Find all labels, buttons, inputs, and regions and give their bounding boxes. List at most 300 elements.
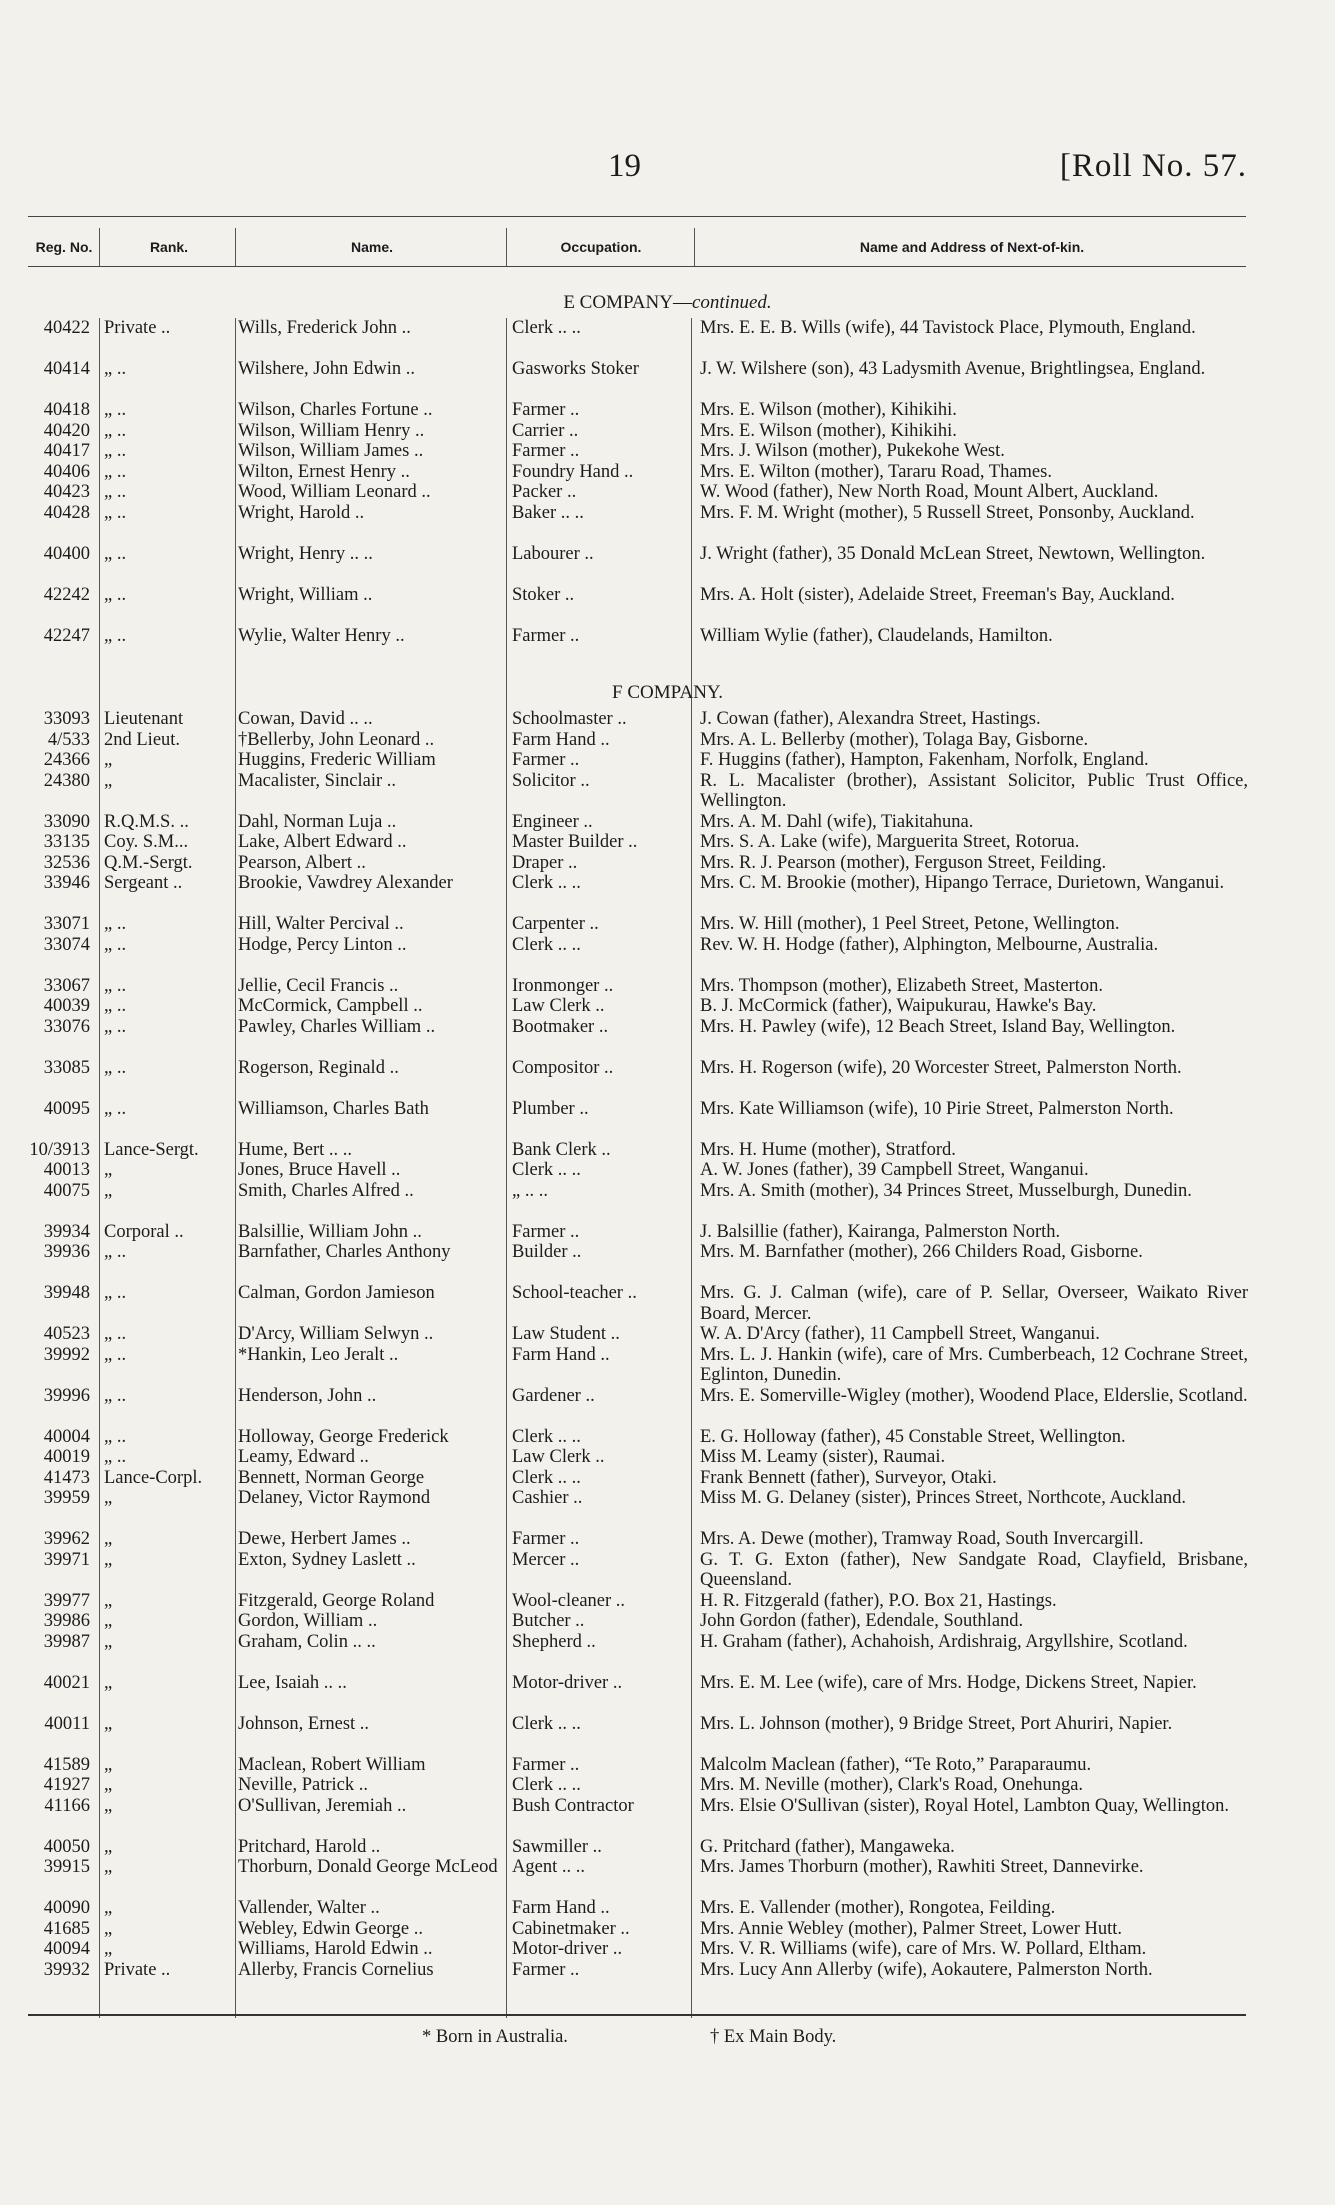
reg-number: 39959 — [43, 1488, 90, 1508]
rank: „ .. — [104, 359, 127, 379]
reg-number: 41473 — [43, 1467, 90, 1488]
next-of-kin: John Gordon (father), Edendale, Southland. — [700, 1611, 1024, 1631]
next-of-kin: Mrs. Thompson (mother), Elizabeth Street, Masterton. — [700, 975, 1103, 996]
next-of-kin: Mrs. Annie Webley (mother), Palmer Street, Lower Hutt. — [700, 1918, 1123, 1939]
rank: „ .. — [104, 996, 127, 1016]
col-header-reg: Reg. No. — [35, 239, 93, 255]
rank: „ .. — [104, 461, 127, 482]
occupation: Draper .. — [512, 852, 578, 873]
occupation: Clerk .. .. — [512, 1426, 581, 1447]
occupation: Clerk .. .. — [512, 1467, 581, 1488]
occupation: Builder .. — [512, 1242, 582, 1262]
soldier-name: Macalister, Sinclair .. — [238, 770, 396, 791]
rank: „ .. — [104, 543, 127, 564]
rank: „ .. — [104, 934, 127, 955]
rank: „ .. — [104, 1283, 127, 1303]
next-of-kin: B. J. McCormick (father), Waipukurau, Hawke's Bay. — [700, 996, 1097, 1016]
occupation: Carrier .. — [512, 420, 579, 441]
next-of-kin: R. L. Macalister (brother), Assistant Solicitor, Public Trust Office, Wellington. — [700, 770, 1248, 811]
reg-number: 41166 — [44, 1795, 90, 1816]
soldier-name: Webley, Edwin George .. — [238, 1918, 423, 1939]
next-of-kin: Mrs. H. Pawley (wife), 12 Beach Street, Island Bay, Wellington. — [700, 1016, 1176, 1037]
occupation: Clerk .. .. — [512, 1713, 581, 1734]
reg-number: 42242 — [43, 584, 90, 605]
soldier-name: Maclean, Robert William — [238, 1754, 426, 1775]
rank: „ .. — [104, 1016, 127, 1037]
col-header-rank: Rank. — [149, 239, 189, 255]
rank: „ — [104, 1795, 113, 1816]
rank: „ — [104, 1754, 113, 1775]
occupation: Bank Clerk .. — [512, 1139, 611, 1160]
rank: R.Q.M.S. .. — [104, 811, 189, 832]
reg-number: 40019 — [43, 1447, 90, 1467]
soldier-name: Pritchard, Harold .. — [238, 1836, 381, 1857]
reg-number: 40420 — [43, 420, 90, 441]
next-of-kin: Mrs. E. Somerville-Wigley (mother), Woodend Place, Elderslie, Scotland. — [700, 1385, 1248, 1406]
reg-number: 40075 — [43, 1180, 90, 1201]
rank: Corporal .. — [104, 1221, 184, 1242]
rank: Private .. — [104, 1959, 171, 1980]
soldier-name: Pawley, Charles William .. — [238, 1016, 436, 1037]
occupation: Law Clerk .. — [512, 1447, 605, 1467]
header-bottom-rule — [28, 266, 1246, 267]
next-of-kin: Mrs. A. Holt (sister), Adelaide Street, Freeman's Bay, Auckland. — [700, 584, 1175, 605]
occupation: Farmer .. — [512, 1529, 580, 1549]
soldier-name: Huggins, Frederic William — [238, 750, 436, 770]
next-of-kin: J. W. Wilshere (son), 43 Ladysmith Avenue, Brightlingsea, England. — [700, 359, 1206, 379]
reg-number: 40414 — [43, 359, 90, 379]
occupation: Ironmonger .. — [512, 975, 614, 996]
soldier-name: Wylie, Walter Henry .. — [238, 625, 405, 646]
soldier-name: Brookie, Vawdrey Alexander — [238, 873, 453, 893]
rank: „ — [104, 1180, 113, 1201]
col-header-name: Name. — [350, 239, 394, 255]
next-of-kin: Mrs. E. Vallender (mother), Rongotea, Feilding. — [700, 1898, 1056, 1918]
soldier-name: Wilshere, John Edwin .. — [238, 359, 416, 379]
rank: „ — [104, 1857, 113, 1877]
next-of-kin: Mrs. G. J. Calman (wife), care of P. Sellar, Overseer, Waikato River Board, Mercer. — [700, 1283, 1248, 1324]
rank: Private .. — [104, 318, 171, 338]
col-divider — [694, 228, 695, 266]
reg-number: 40417 — [43, 441, 90, 461]
next-of-kin: Mrs. A. Dewe (mother), Tramway Road, South Invercargill. — [700, 1529, 1144, 1549]
soldier-name: Wilson, Charles Fortune .. — [238, 400, 433, 420]
occupation: Farm Hand .. — [512, 1898, 610, 1918]
reg-number: 39962 — [43, 1529, 90, 1549]
soldier-name: Williams, Harold Edwin .. — [238, 1939, 433, 1959]
soldier-name: Johnson, Ernest .. — [238, 1713, 370, 1734]
soldier-name: Balsillie, William John .. — [238, 1221, 422, 1242]
soldier-name: Rogerson, Reginald .. — [238, 1057, 399, 1078]
soldier-name: Exton, Sydney Laslett .. — [238, 1549, 416, 1570]
soldier-name: Wilton, Ernest Henry .. — [238, 461, 410, 482]
next-of-kin: Mrs. H. Hume (mother), Stratford. — [700, 1139, 956, 1160]
occupation: Labourer .. — [512, 543, 594, 564]
occupation: Clerk .. .. — [512, 1160, 581, 1180]
soldier-name: D'Arcy, William Selwyn .. — [238, 1324, 434, 1344]
rank: „ .. — [104, 482, 127, 502]
occupation: Baker .. .. — [512, 502, 584, 523]
soldier-name: Barnfather, Charles Anthony — [238, 1242, 451, 1262]
soldier-name: Wright, William .. — [238, 584, 373, 605]
occupation: Packer .. — [512, 482, 577, 502]
soldier-name: Wilson, William Henry .. — [238, 420, 425, 441]
rank: „ .. — [104, 914, 127, 934]
rank: „ — [104, 1549, 113, 1570]
soldier-name: Lee, Isaiah .. .. — [238, 1672, 347, 1693]
rank: „ .. — [104, 975, 127, 996]
col-divider — [99, 228, 100, 266]
next-of-kin: Rev. W. H. Hodge (father), Alphington, Melbourne, Australia. — [700, 934, 1159, 955]
soldier-name: Dewe, Herbert James .. — [238, 1529, 411, 1549]
rank: „ .. — [104, 1447, 127, 1467]
soldier-name: Jellie, Cecil Francis .. — [238, 975, 399, 996]
next-of-kin: F. Huggins (father), Hampton, Fakenham, Norfolk, England. — [700, 750, 1149, 770]
occupation: Solicitor .. — [512, 770, 590, 791]
next-of-kin: Mrs. James Thorburn (mother), Rawhiti Street, Dannevirke. — [700, 1857, 1144, 1877]
footnote-ex-main-body: † Ex Main Body. — [710, 2027, 837, 2047]
soldier-name: Neville, Patrick .. — [238, 1775, 368, 1795]
soldier-name: Fitzgerald, George Roland — [238, 1590, 435, 1611]
next-of-kin: Malcolm Maclean (father), “Te Roto,” Paraparaumu. — [700, 1754, 1092, 1775]
rank: „ .. — [104, 584, 127, 605]
occupation: Shepherd .. — [512, 1631, 596, 1652]
rank: „ — [104, 1898, 113, 1918]
rank: „ — [104, 1611, 113, 1631]
section-title — [0, 292, 1335, 314]
rank: „ .. — [104, 1324, 127, 1344]
next-of-kin: Mrs. Lucy Ann Allerby (wife), Aokautere, Palmerston North. — [700, 1959, 1153, 1980]
soldier-name: Calman, Gordon Jamieson — [238, 1283, 435, 1303]
occupation: Farmer .. — [512, 400, 580, 420]
reg-number: 10/3913 — [29, 1139, 90, 1160]
next-of-kin: G. Pritchard (father), Mangaweka. — [700, 1836, 955, 1857]
occupation: Motor-driver .. — [512, 1672, 623, 1693]
rank: „ — [104, 1836, 113, 1857]
reg-number: 40423 — [43, 482, 90, 502]
next-of-kin: Mrs. L. Johnson (mother), 9 Bridge Street, Port Ahuriri, Napier. — [700, 1713, 1173, 1734]
soldier-name: Smith, Charles Alfred .. — [238, 1180, 414, 1201]
rank: 2nd Lieut. — [104, 729, 181, 750]
rank: Lance-Sergt. — [104, 1139, 199, 1160]
section-title-suffix: continued. — [691, 292, 772, 313]
occupation: Farmer .. — [512, 1221, 580, 1242]
soldier-name: Williamson, Charles Bath — [238, 1098, 429, 1119]
reg-number: 40428 — [43, 502, 90, 523]
col-divider — [235, 318, 236, 2018]
occupation: Farmer .. — [512, 750, 580, 770]
rank: „ .. — [104, 1385, 127, 1406]
rank: „ — [104, 1713, 113, 1734]
rank: „ .. — [104, 441, 127, 461]
occupation: Gasworks Stoker — [512, 359, 639, 379]
next-of-kin: A. W. Jones (father), 39 Campbell Street, Wanganui. — [700, 1160, 1089, 1180]
soldier-name: Hodge, Percy Linton .. — [238, 934, 407, 955]
soldier-name: Leamy, Edward .. — [238, 1447, 369, 1467]
soldier-name: Wood, William Leonard .. — [238, 482, 431, 502]
occupation: Bush Contractor — [512, 1795, 634, 1816]
occupation: Farmer .. — [512, 1959, 580, 1980]
rank: „ — [104, 1939, 113, 1959]
reg-number: 40422 — [43, 318, 90, 338]
occupation: Mercer .. — [512, 1549, 580, 1570]
soldier-name: †Bellerby, John Leonard .. — [238, 729, 435, 750]
rank: „ — [104, 1775, 113, 1795]
occupation: Clerk .. .. — [512, 934, 581, 955]
next-of-kin: Mrs. M. Neville (mother), Clark's Road, Onehunga. — [700, 1775, 1084, 1795]
rank: „ — [104, 1918, 113, 1939]
occupation: Cabinetmaker .. — [512, 1918, 630, 1939]
soldier-name: Wills, Frederick John .. — [238, 318, 411, 338]
soldier-name: Cowan, David .. .. — [238, 709, 373, 729]
next-of-kin: Mrs. S. A. Lake (wife), Marguerita Street, Rotorua. — [700, 832, 1080, 852]
rank: „ — [104, 1488, 113, 1508]
next-of-kin: Mrs. J. Wilson (mother), Pukekohe West. — [700, 441, 1005, 461]
soldier-name: Lake, Albert Edward .. — [238, 832, 407, 852]
rank: Lieutenant — [104, 709, 184, 729]
col-divider — [691, 318, 692, 2018]
next-of-kin: J. Cowan (father), Alexandra Street, Hastings. — [700, 709, 1041, 729]
col-divider — [99, 318, 100, 2018]
soldier-name: Pearson, Albert .. — [238, 852, 366, 873]
occupation: Bootmaker .. — [512, 1016, 609, 1037]
reg-number: 40021 — [43, 1672, 90, 1693]
occupation: Schoolmaster .. — [512, 709, 627, 729]
rank: Coy. S.M... — [104, 832, 189, 852]
occupation: Wool-cleaner .. — [512, 1590, 626, 1611]
reg-number: 39992 — [43, 1344, 90, 1365]
next-of-kin: Mrs. E. M. Lee (wife), care of Mrs. Hodge, Dickens Street, Napier. — [700, 1672, 1197, 1693]
rank: „ .. — [104, 625, 127, 646]
occupation: Law Student .. — [512, 1324, 620, 1344]
footnote-born-australia: * Born in Australia. — [422, 2027, 568, 2047]
reg-number: 4/533 — [47, 729, 90, 750]
occupation: „ .. .. — [512, 1180, 548, 1201]
reg-number: 39915 — [43, 1857, 90, 1877]
soldier-name: Henderson, John .. — [238, 1385, 377, 1406]
col-header-nok: Name and Address of Next-of-kin. — [859, 239, 1085, 255]
reg-number: 40094 — [43, 1939, 90, 1959]
occupation: Law Clerk .. — [512, 996, 605, 1016]
reg-number: 33076 — [43, 1016, 90, 1037]
next-of-kin: Miss M. G. Delaney (sister), Princes Street, Northcote, Auckland. — [700, 1488, 1187, 1508]
reg-number: 41589 — [43, 1754, 90, 1775]
soldier-name: Bennett, Norman George — [238, 1467, 425, 1488]
next-of-kin: Mrs. A. Smith (mother), 34 Princes Street, Musselburgh, Dunedin. — [700, 1180, 1192, 1201]
occupation: Foundry Hand .. — [512, 461, 634, 482]
reg-number: 39987 — [43, 1631, 90, 1652]
reg-number: 24380 — [43, 770, 90, 791]
next-of-kin: Mrs. V. R. Williams (wife), care of Mrs. W. Pollard, Eltham. — [700, 1939, 1147, 1959]
reg-number: 41927 — [43, 1775, 90, 1795]
soldier-name: Jones, Bruce Havell .. — [238, 1160, 401, 1180]
occupation: Sawmiller .. — [512, 1836, 602, 1857]
next-of-kin: J. Wright (father), 35 Donald McLean Street, Newtown, Wellington. — [700, 543, 1206, 564]
soldier-name: Thorburn, Donald George McLeod — [238, 1857, 498, 1877]
occupation: Motor-driver .. — [512, 1939, 623, 1959]
reg-number: 40523 — [43, 1324, 90, 1344]
col-header-occupation: Occupation. — [560, 239, 642, 255]
occupation: Farmer .. — [512, 625, 580, 646]
reg-number: 33071 — [43, 914, 90, 934]
reg-number: 33093 — [43, 709, 90, 729]
occupation: Plumber .. — [512, 1098, 589, 1119]
next-of-kin: W. A. D'Arcy (father), 11 Campbell Street, Wanganui. — [700, 1324, 1100, 1344]
page-number: 19 — [608, 148, 641, 184]
next-of-kin: Mrs. H. Rogerson (wife), 20 Worcester Street, Palmerston North. — [700, 1057, 1182, 1078]
section-title — [0, 682, 1335, 704]
occupation: Stoker .. — [512, 584, 575, 605]
reg-number: 33946 — [43, 873, 90, 893]
next-of-kin: Miss M. Leamy (sister), Raumai. — [700, 1447, 946, 1467]
occupation: Engineer .. — [512, 811, 593, 832]
rank: Lance-Corpl. — [104, 1467, 203, 1488]
occupation: School-teacher .. — [512, 1283, 637, 1303]
occupation: Compositor .. — [512, 1057, 614, 1078]
reg-number: 33074 — [43, 934, 90, 955]
reg-number: 42247 — [43, 625, 90, 646]
occupation: Clerk .. .. — [512, 318, 581, 338]
next-of-kin: Frank Bennett (father), Surveyor, Otaki. — [700, 1467, 997, 1488]
next-of-kin: Mrs. R. J. Pearson (mother), Ferguson Street, Feilding. — [700, 852, 1107, 873]
reg-number: 40039 — [43, 996, 90, 1016]
rank: „ — [104, 750, 113, 770]
occupation: Clerk .. .. — [512, 873, 581, 893]
rank: „ .. — [104, 400, 127, 420]
next-of-kin: Mrs. F. M. Wright (mother), 5 Russell Street, Ponsonby, Auckland. — [700, 502, 1195, 523]
next-of-kin: Mrs. Elsie O'Sullivan (sister), Royal Hotel, Lambton Quay, Wellington. — [700, 1795, 1230, 1816]
soldier-name: Dahl, Norman Luja .. — [238, 811, 397, 832]
rank: „ .. — [104, 502, 127, 523]
soldier-name: Graham, Colin .. .. — [238, 1631, 376, 1652]
reg-number: 24366 — [43, 750, 90, 770]
reg-number: 33085 — [43, 1057, 90, 1078]
next-of-kin: E. G. Holloway (father), 45 Constable Street, Wellington. — [700, 1426, 1126, 1447]
table-bottom-rule — [28, 2014, 1246, 2016]
rank: „ — [104, 1590, 113, 1611]
rank: Sergeant .. — [104, 873, 183, 893]
rank: „ .. — [104, 1344, 127, 1365]
reg-number: 41685 — [43, 1918, 90, 1939]
reg-number: 40406 — [43, 461, 90, 482]
reg-number: 39977 — [43, 1590, 90, 1611]
header-top-rule — [28, 216, 1246, 217]
reg-number: 40418 — [43, 400, 90, 420]
col-divider — [506, 228, 507, 266]
reg-number: 39932 — [43, 1959, 90, 1980]
next-of-kin: H. Graham (father), Achahoish, Ardishraig, Argyllshire, Scotland. — [700, 1631, 1188, 1652]
section-title-text: E COMPANY— — [563, 292, 692, 313]
rank: „ .. — [104, 1426, 127, 1447]
occupation: Agent .. .. — [512, 1857, 585, 1877]
occupation: Carpenter .. — [512, 914, 599, 934]
next-of-kin: W. Wood (father), New North Road, Mount Albert, Auckland. — [700, 482, 1159, 502]
soldier-name: Allerby, Francis Cornelius — [238, 1959, 434, 1980]
soldier-name: *Hankin, Leo Jeralt .. — [238, 1344, 399, 1365]
next-of-kin: H. R. Fitzgerald (father), P.O. Box 21, Hastings. — [700, 1590, 1057, 1611]
reg-number: 33135 — [43, 832, 90, 852]
soldier-name: McCormick, Campbell .. — [238, 996, 423, 1016]
roll-number: [Roll No. 57. — [1059, 148, 1247, 184]
soldier-name: Hume, Bert .. .. — [238, 1139, 353, 1160]
soldier-name: Wright, Henry .. .. — [238, 543, 373, 564]
rank: Q.M.-Sergt. — [104, 852, 193, 873]
rank: „ .. — [104, 1057, 127, 1078]
soldier-name: O'Sullivan, Jeremiah .. — [238, 1795, 407, 1816]
reg-number: 40400 — [43, 543, 90, 564]
rank: „ — [104, 1529, 113, 1549]
rank: „ — [104, 1631, 113, 1652]
occupation: Gardener .. — [512, 1385, 595, 1406]
next-of-kin: Mrs. M. Barnfather (mother), 266 Childers Road, Gisborne. — [700, 1242, 1143, 1262]
rank: „ — [104, 1160, 113, 1180]
reg-number: 39971 — [43, 1549, 90, 1570]
col-divider — [235, 228, 236, 266]
occupation: Farm Hand .. — [512, 1344, 610, 1365]
reg-number: 40011 — [44, 1713, 90, 1734]
soldier-name: Gordon, William .. — [238, 1611, 378, 1631]
rank: „ .. — [104, 1098, 127, 1119]
next-of-kin: J. Balsillie (father), Kairanga, Palmerston North. — [700, 1221, 1061, 1242]
reg-number: 40050 — [43, 1836, 90, 1857]
reg-number: 40095 — [43, 1098, 90, 1119]
next-of-kin: Mrs. W. Hill (mother), 1 Peel Street, Petone, Wellington. — [700, 914, 1120, 934]
soldier-name: Hill, Walter Percival .. — [238, 914, 404, 934]
reg-number: 39948 — [43, 1283, 90, 1303]
rank: „ .. — [104, 420, 127, 441]
soldier-name: Wilson, William James .. — [238, 441, 424, 461]
soldier-name: Holloway, George Frederick — [238, 1426, 449, 1447]
reg-number: 39936 — [43, 1242, 90, 1262]
occupation: Butcher .. — [512, 1611, 585, 1631]
reg-number: 39996 — [43, 1385, 90, 1406]
occupation: Clerk .. .. — [512, 1775, 581, 1795]
soldier-name: Delaney, Victor Raymond — [238, 1488, 431, 1508]
occupation: Cashier .. — [512, 1488, 583, 1508]
next-of-kin: Mrs. E. Wilson (mother), Kihikihi. — [700, 400, 957, 420]
reg-number: 33067 — [43, 975, 90, 996]
occupation: Farm Hand .. — [512, 729, 610, 750]
next-of-kin: Mrs. E. Wilson (mother), Kihikihi. — [700, 420, 957, 441]
next-of-kin: Mrs. E. E. B. Wills (wife), 44 Tavistock Place, Plymouth, England. — [700, 318, 1196, 338]
next-of-kin: William Wylie (father), Claudelands, Hamilton. — [700, 625, 1053, 646]
reg-number: 40090 — [43, 1898, 90, 1918]
occupation: Farmer .. — [512, 1754, 580, 1775]
next-of-kin: Mrs. L. J. Hankin (wife), care of Mrs. Cumberbeach, 12 Cochrane Street, Eglinton, Dunedin. — [700, 1344, 1248, 1385]
next-of-kin: G. T. G. Exton (father), New Sandgate Road, Clayfield, Brisbane, Queensland. — [700, 1549, 1248, 1590]
soldier-name: Wright, Harold .. — [238, 502, 365, 523]
next-of-kin: Mrs. A. L. Bellerby (mother), Tolaga Bay, Gisborne. — [700, 729, 1089, 750]
section-title-text: F COMPANY. — [612, 682, 723, 703]
next-of-kin: Mrs. E. Wilton (mother), Tararu Road, Thames. — [700, 461, 1052, 482]
reg-number: 32536 — [43, 852, 90, 873]
page-header — [0, 148, 1335, 194]
reg-number: 40013 — [43, 1160, 90, 1180]
next-of-kin: Mrs. A. M. Dahl (wife), Tiakitahuna. — [700, 811, 974, 832]
reg-number: 39934 — [43, 1221, 90, 1242]
soldier-name: Vallender, Walter .. — [238, 1898, 380, 1918]
reg-number: 33090 — [43, 811, 90, 832]
rank: „ .. — [104, 1242, 127, 1262]
rank: „ — [104, 1672, 113, 1693]
next-of-kin: Mrs. Kate Williamson (wife), 10 Pirie Street, Palmerston North. — [700, 1098, 1174, 1119]
rank: „ — [104, 770, 113, 791]
reg-number: 39986 — [43, 1611, 90, 1631]
col-divider — [506, 318, 507, 2018]
occupation: Master Builder .. — [512, 832, 638, 852]
occupation: Farmer .. — [512, 441, 580, 461]
reg-number: 40004 — [43, 1426, 90, 1447]
